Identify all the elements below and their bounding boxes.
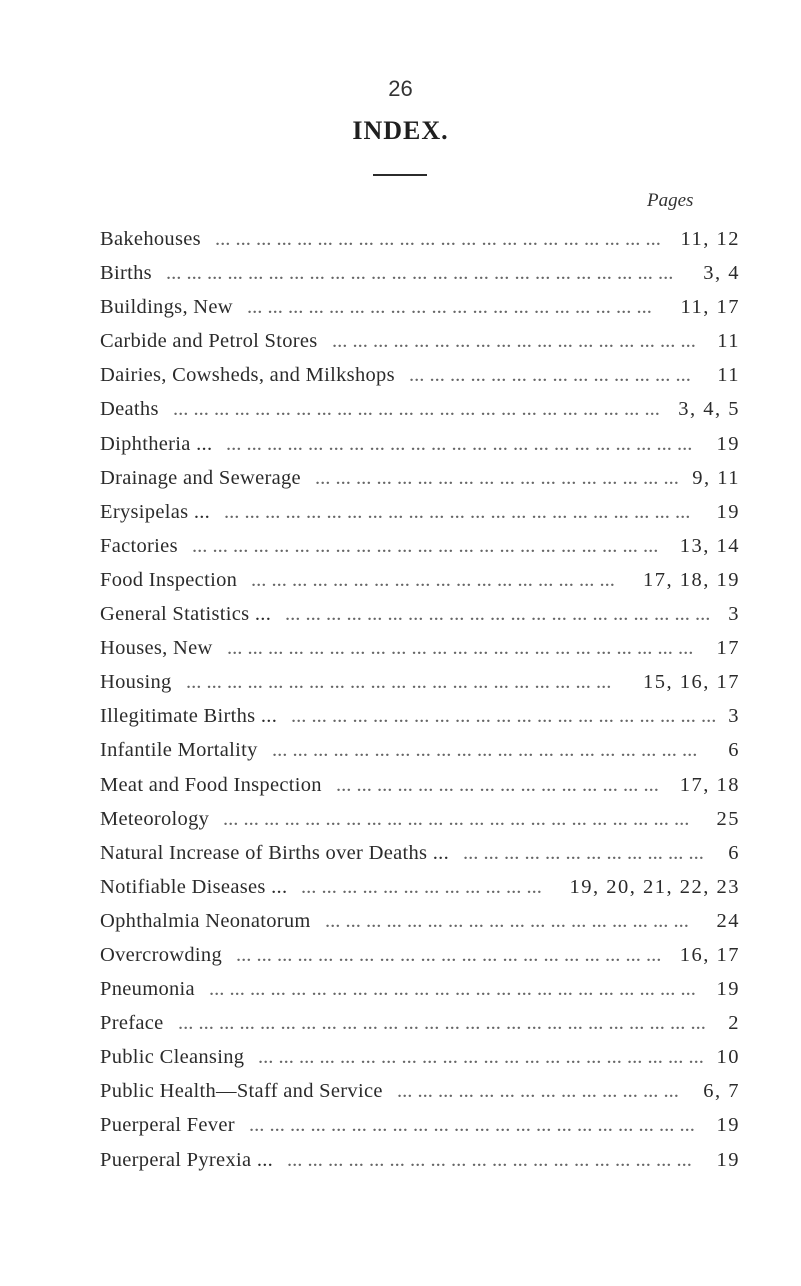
- dot-leader: ... ... ... ... ... ... ... ... ... ... ... ... ... ... ... ... ... ...: [332, 330, 696, 353]
- index-entry-pages: 6, 7: [703, 1080, 740, 1103]
- index-entry: [100, 870, 740, 904]
- index-entry-pages: 17, 18: [679, 773, 740, 796]
- dot-leader: ... ... ... ... ... ... ... ... ... ... ... ... ... ... ... ... ... ... ... ... ...: [272, 739, 698, 762]
- index-entry-subject: Housing: [100, 671, 172, 694]
- index-entry-subject: Infantile Mortality: [100, 739, 258, 762]
- index-entry: [100, 904, 740, 938]
- dot-leader: ... ... ... ... ... ... ... ... ... ... ... ... ... ... ... ... ... ... ... ... ... ... ...: [227, 637, 694, 660]
- index-entry: [100, 529, 740, 563]
- index-entry-pages: 16, 17: [679, 943, 740, 966]
- index-entry-pages: 9, 11: [692, 466, 740, 489]
- index-entry-pages: 11: [717, 330, 740, 353]
- index-entry: [100, 256, 740, 290]
- index-entry: [100, 768, 740, 802]
- dot-leader: ... ... ... ... ... ... ... ... ... ... ... ... ... ... ... ...: [336, 773, 659, 796]
- dot-leader: ... ... ... ... ... ... ... ... ... ... ... ... ... ... ... ... ... ... ... ... ... ... ...: [223, 807, 690, 830]
- index-entry-pages: 11, 12: [680, 228, 740, 250]
- index-entry-subject: Public Cleansing: [100, 1046, 245, 1069]
- dot-leader: ... ... ... ... ... ... ... ... ... ... ... ... ... ... ... ... ... ... ... ... ... ... ...: [192, 534, 659, 557]
- index-entry-subject: Diphtheria ...: [100, 432, 213, 455]
- index-entry-pages: 3, 4, 5: [678, 398, 740, 421]
- index-entry-pages: 3, 4: [703, 262, 740, 285]
- dot-leader: ... ... ... ... ... ... ... ... ... ... ... ... ... ... ... ... ... ... ... ... ... ...: [249, 1114, 695, 1137]
- index-entry-subject: Natural Increase of Births over Deaths ...: [100, 841, 450, 864]
- index-entry-subject: Meat and Food Inspection: [100, 773, 322, 796]
- index-entry-pages: 11: [717, 364, 740, 387]
- index-entry: [100, 1074, 740, 1108]
- index-entry-subject: Carbide and Petrol Stores: [100, 330, 318, 353]
- pages-column-header: Pages: [647, 190, 694, 211]
- index-entry-pages: 2: [728, 1012, 740, 1035]
- index-entry: [100, 597, 740, 631]
- index-entry: [100, 324, 740, 358]
- dot-leader: ... ... ... ... ... ... ... ... ... ... ... ...: [463, 841, 704, 864]
- dot-leader: ... ... ... ... ... ... ... ... ... ... ... ... ... ... ... ... ... ... ... ... ... ... ...: [224, 500, 691, 523]
- index-entry-pages: 6: [728, 841, 740, 864]
- index-entry-pages: 19: [716, 432, 740, 455]
- index-entry-subject: Births: [100, 262, 152, 285]
- index-entry-pages: 19, 20, 21, 22, 23: [569, 875, 740, 898]
- index-entry: [100, 392, 740, 426]
- index-entry-subject: Drainage and Sewerage: [100, 466, 301, 489]
- index-entry-subject: Ophthalmia Neonatorum: [100, 909, 311, 932]
- index-entry: [100, 563, 740, 597]
- index-entry: [100, 665, 740, 699]
- index-entry-subject: Public Health—Staff and Service: [100, 1080, 383, 1103]
- index-entry-pages: 3: [728, 705, 740, 728]
- index-entry: [100, 461, 740, 495]
- dot-leader: ... ... ... ... ... ... ... ... ... ... ... ... ... ... ... ... ... ... ... ... ... ...: [258, 1046, 704, 1069]
- dot-leader: ... ... ... ... ... ... ... ... ... ... ... ... ... ... ... ... ... ... ... ... ... ...: [215, 228, 661, 250]
- index-entry-pages: 19: [716, 500, 740, 523]
- dot-leader: ... ... ... ... ... ... ... ... ... ... ... ... ... ...: [397, 1080, 679, 1103]
- dot-leader: ... ... ... ... ... ... ... ... ... ... ... ... ... ... ... ... ... ... ... ... ...: [186, 671, 612, 694]
- index-entry: [100, 631, 740, 665]
- dot-leader: ... ... ... ... ... ... ... ... ... ... ... ... ... ... ... ... ... ...: [315, 466, 679, 489]
- page-number: 26: [388, 76, 413, 101]
- dot-leader: ... ... ... ... ... ... ... ... ... ... ... ... ... ... ... ... ... ... ... ... ... ... ... ... ...: [166, 262, 674, 285]
- index-entry: [100, 836, 740, 870]
- index-entry: [100, 802, 740, 836]
- dot-leader: ... ... ... ... ... ... ... ... ... ... ... ... ... ... ... ... ... ... ... ... ...: [236, 943, 662, 966]
- index-entry-pages: 11, 17: [680, 296, 740, 319]
- index-entry-pages: 24: [716, 909, 740, 932]
- dot-leader: ... ... ... ... ... ... ... ... ... ... ... ... ... ... ... ... ... ... ... ... ... ... ... ...: [209, 978, 696, 1001]
- index-entry-subject: Houses, New: [100, 637, 213, 660]
- index-entry: [100, 222, 740, 256]
- dot-leader: ... ... ... ... ... ... ... ... ... ... ... ... ... ...: [409, 364, 691, 387]
- index-entry-pages: 13, 14: [679, 534, 740, 557]
- dot-leader: ... ... ... ... ... ... ... ... ... ... ... ... ... ... ... ... ... ...: [325, 909, 689, 932]
- index-entry: [100, 938, 740, 972]
- index-entry: [100, 699, 740, 733]
- dot-leader: ... ... ... ... ... ... ... ... ... ... ... ...: [301, 875, 542, 898]
- index-entry-subject: Overcrowding: [100, 943, 223, 966]
- index-entry: [100, 972, 740, 1006]
- index-entry-pages: 19: [716, 1114, 740, 1137]
- index-entry-subject: Puerperal Fever: [100, 1114, 235, 1137]
- dot-leader: ... ... ... ... ... ... ... ... ... ... ... ... ... ... ... ... ... ... ... ... ...: [285, 603, 711, 626]
- title-divider: [373, 174, 427, 176]
- index-entry: [100, 427, 740, 461]
- index-entry-pages: 25: [716, 807, 740, 830]
- index-entry: [100, 290, 740, 324]
- index-entry-pages: 19: [716, 978, 740, 1001]
- index-entry: [100, 1108, 740, 1142]
- index-list: [100, 222, 740, 1177]
- index-entry-subject: Puerperal Pyrexia ...: [100, 1148, 274, 1171]
- index-entry-pages: 15, 16, 17: [643, 671, 740, 694]
- index-entry-pages: 19: [716, 1148, 740, 1171]
- index-entry-subject: Meteorology: [100, 807, 210, 830]
- index-entry-subject: Erysipelas ...: [100, 500, 211, 523]
- index-entry: [100, 495, 740, 529]
- index-entry-subject: Pneumonia: [100, 978, 195, 1001]
- dot-leader: ... ... ... ... ... ... ... ... ... ... ... ... ... ... ... ... ... ... ... ...: [287, 1148, 692, 1171]
- index-entry-subject: Food Inspection: [100, 568, 238, 591]
- index-entry-pages: 10: [716, 1046, 740, 1069]
- dot-leader: ... ... ... ... ... ... ... ... ... ... ... ... ... ... ... ... ... ... ... ... ... ... ... ...: [173, 398, 660, 421]
- index-entry-pages: 3: [728, 603, 740, 626]
- dot-leader: ... ... ... ... ... ... ... ... ... ... ... ... ... ... ... ... ... ... ... ... ... ... ...: [226, 432, 693, 455]
- index-entry-subject: Buildings, New: [100, 296, 233, 319]
- index-entry-pages: 17: [716, 637, 740, 660]
- dot-leader: ... ... ... ... ... ... ... ... ... ... ... ... ... ... ... ... ... ... ... ... ... ... ... ... ... ...: [178, 1012, 706, 1035]
- index-entry: [100, 1143, 740, 1177]
- index-entry-pages: 6: [728, 739, 740, 762]
- index-entry: [100, 733, 740, 767]
- index-entry-subject: Illegitimate Births ...: [100, 705, 278, 728]
- index-entry: [100, 358, 740, 392]
- index-entry-subject: General Statistics ...: [100, 603, 272, 626]
- index-entry-subject: Notifiable Diseases ...: [100, 875, 288, 898]
- dot-leader: ... ... ... ... ... ... ... ... ... ... ... ... ... ... ... ... ... ... ... ...: [247, 296, 652, 319]
- index-entry-subject: Bakehouses: [100, 228, 201, 250]
- index-entry: [100, 1006, 740, 1040]
- index-entry-subject: Deaths: [100, 398, 159, 421]
- index-entry-subject: Preface: [100, 1012, 164, 1035]
- index-entry-subject: Factories: [100, 534, 178, 557]
- index-entry-subject: Dairies, Cowsheds, and Milkshops: [100, 364, 395, 387]
- page-title: INDEX.: [352, 116, 449, 145]
- dot-leader: ... ... ... ... ... ... ... ... ... ... ... ... ... ... ... ... ... ...: [251, 568, 615, 591]
- index-entry-pages: 17, 18, 19: [643, 568, 740, 591]
- index-entry: [100, 1040, 740, 1074]
- dot-leader: ... ... ... ... ... ... ... ... ... ... ... ... ... ... ... ... ... ... ... ... ...: [291, 705, 716, 728]
